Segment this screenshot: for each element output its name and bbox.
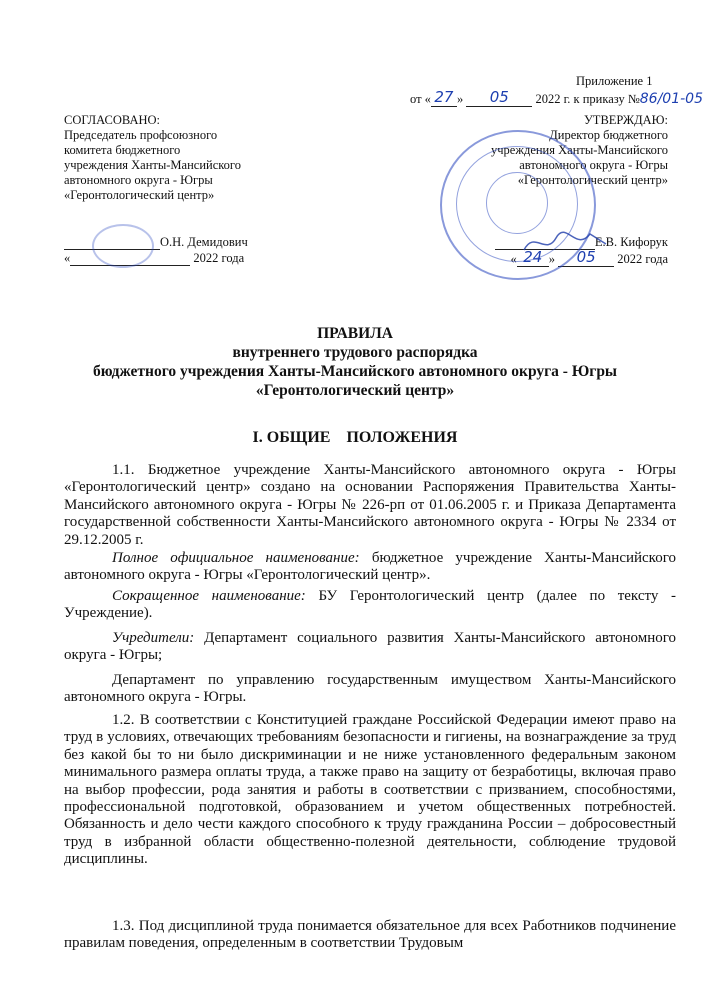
approval-left-line: учреждения Ханты-Мансийского — [64, 158, 242, 172]
right-signature-name: Е.В. Кифорук — [594, 235, 668, 249]
appendix-order-line — [410, 90, 703, 107]
approval-left-line: комитета бюджетного — [64, 143, 181, 157]
order-prefix: от « — [410, 92, 431, 106]
approval-left-heading: СОГЛАСОВАНО: — [64, 113, 161, 127]
paragraph-short-name: Сокращенное наименование: БУ Геронтологический центр (далее по тексту - Учреждение). — [64, 588, 677, 622]
left-date-year: 2022 года — [193, 251, 245, 265]
right-date-month: 05 — [576, 248, 596, 266]
order-number: 86/01-05 — [639, 91, 703, 107]
approval-left — [64, 113, 294, 203]
left-stamp — [92, 224, 154, 268]
left-signature-name: О.Н. Демидович — [160, 235, 248, 249]
doc-title-line4: «Геронтологический центр» — [255, 382, 455, 399]
right-date-day: 24 — [523, 248, 543, 266]
approval-right-line: учреждения Ханты-Мансийского — [490, 143, 668, 157]
approval-right-line: «Геронтологический центр» — [517, 173, 668, 187]
paragraph-1-1: 1.1. Бюджетное учреждение Ханты-Мансийского автономного округа - Югры «Геронтологический центр» создано на основании Распоряжения Правительства Ханты-Мансийского автономного округа - Югры № 226-рп от 01.06.2005 г. и Приказа Департамента государственной собственности Ханты-Мансийского автономного округа - Югры № 2334 от 29.12.2005 г. — [64, 462, 676, 548]
order-day: 27 — [434, 88, 454, 106]
paragraph-1-3: 1.3. Под дисциплиной труда понимается обязательное для всех Работников подчинение правилам поведения, определенным в соответствии Трудовым — [64, 918, 676, 952]
signature-scribble — [520, 226, 610, 260]
approval-right-line: Директор бюджетного — [549, 128, 668, 142]
doc-title-line3: бюджетного учреждения Ханты-Мансийского автономного округа - Югры — [92, 363, 618, 380]
approval-left-date: « 2022 года — [64, 251, 245, 265]
order-mid: » — [456, 92, 464, 106]
approval-right-heading: УТВЕРЖДАЮ: — [583, 113, 668, 127]
approval-left-line: Председатель профсоюзного — [64, 128, 218, 142]
paragraph-founder-2: Департамент по управлению государственным имуществом Ханты-Мансийского автономного округа - Югры. — [64, 672, 676, 706]
approval-right-date: « 24 » 05 2022 года — [510, 248, 668, 266]
paragraph-founders: Учредители: Департамент социального развития Ханты-Мансийского автономного округа - Югры; — [64, 630, 676, 664]
order-year-suffix: 2022 г. к приказу № — [535, 92, 640, 106]
doc-title-line1: ПРАВИЛА — [317, 325, 393, 342]
doc-title-line2: внутреннего трудового распорядка — [232, 344, 478, 361]
paragraph-full-name: Полное официальное наименование: бюджетное учреждение Ханты-Мансийского автономного округа - Югры «Геронтологический центр». — [64, 550, 676, 584]
order-month: 05 — [489, 88, 509, 106]
section-heading: I. ОБЩИЕ ПОЛОЖЕНИЯ — [252, 429, 458, 446]
approval-left-line: автономного округа - Югры — [64, 173, 213, 187]
paragraph-1-2: 1.2. В соответствии с Конституцией граждане Российской Федерации имеют право на труд в условиях, отвечающих требованиям безопасности и гигиены, на вознаграждение за труд без какой бы то ни было дискриминации и не ниже установленного федеральным законом минимального размера оплаты труда, а также право на защиту от безработицы, включая право на выбор профессии, рода занятия и работы в соответствии с призванием, способностями, профессиональной подготовкой, образованием и учетом общественных потребностей. Обязанность и дело чести каждого способного к труду гражданина России – добросовестный труд в избранной области общественно-полезной деятельности, соблюдение трудовой дисциплины. — [64, 712, 676, 868]
approval-left-line: «Геронтологический центр» — [64, 188, 215, 202]
approval-right-line: автономного округа - Югры — [519, 158, 668, 172]
appendix-title: Приложение 1 — [576, 74, 653, 88]
right-date-year: 2022 года — [617, 252, 668, 266]
